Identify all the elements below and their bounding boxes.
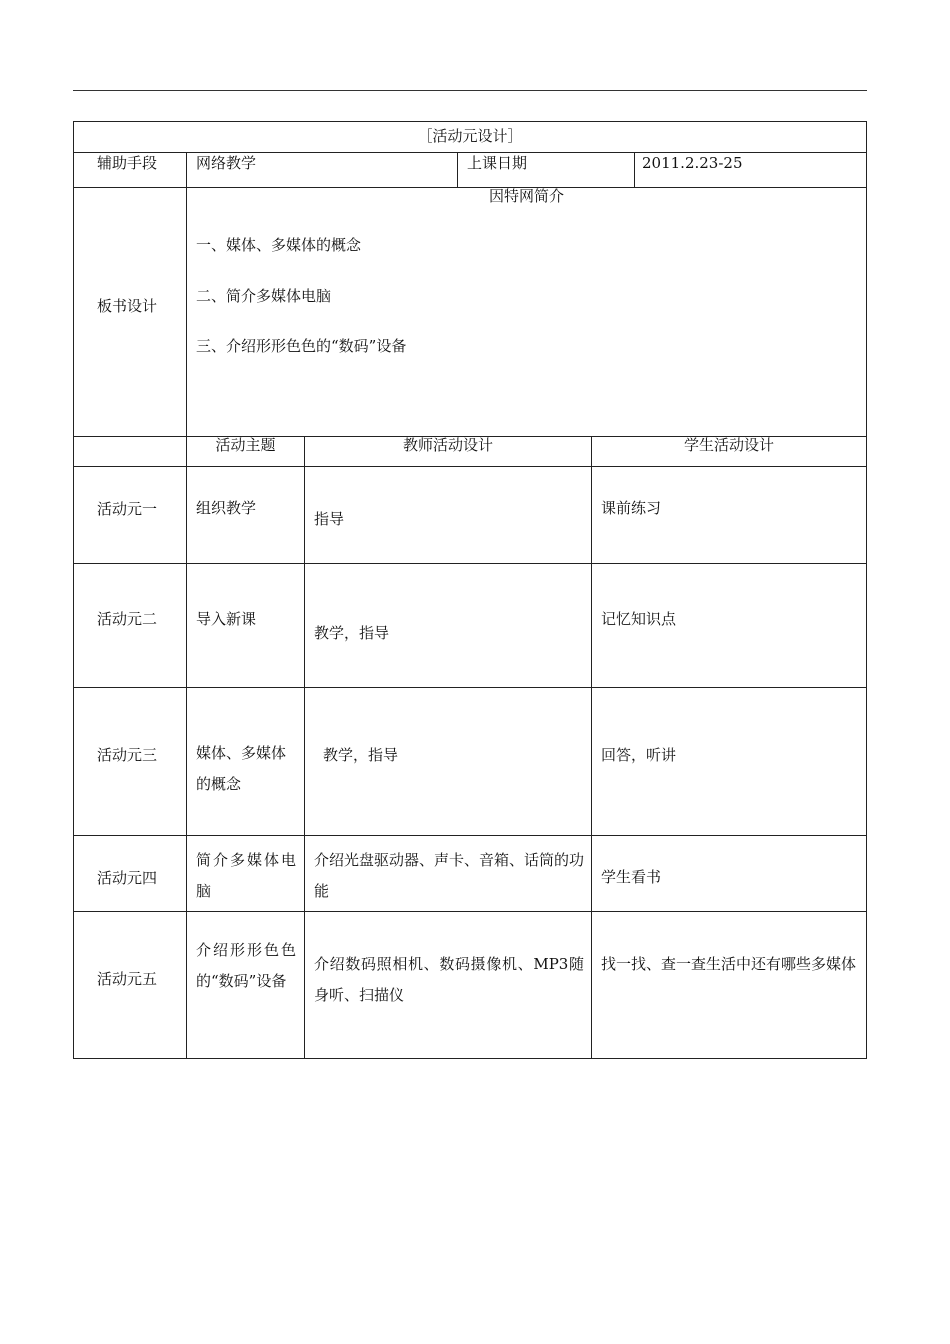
row-unit: 活动元五 xyxy=(97,970,158,988)
row-theme: 组织教学 xyxy=(196,499,257,517)
board-line-1: 一、媒体、多媒体的概念 xyxy=(196,236,362,254)
row-student: 课前练习 xyxy=(601,499,662,517)
board-row xyxy=(73,187,867,436)
row-student: 记忆知识点 xyxy=(601,610,677,628)
activity-design-table xyxy=(73,121,867,1059)
board-label: 板书设计 xyxy=(97,297,158,315)
row-unit: 活动元二 xyxy=(97,610,158,628)
row-teacher: 介绍光盘驱动器、声卡、音箱、话筒的功能 xyxy=(314,851,585,900)
date-label: 上课日期 xyxy=(467,154,528,172)
row-teacher: 教学，指导 xyxy=(323,746,399,764)
row-theme: 导入新课 xyxy=(196,610,257,628)
row-teacher: 指导 xyxy=(314,510,345,528)
row-unit: 活动元三 xyxy=(97,746,158,764)
date-value: 2011.2.23-25 xyxy=(642,154,743,172)
row-unit: 活动元一 xyxy=(97,500,158,518)
row-student: 回答，听讲 xyxy=(601,746,677,764)
row-theme: 媒体、多媒体的概念 xyxy=(196,744,287,793)
table-row xyxy=(73,563,867,687)
col-header-theme: 活动主题 xyxy=(215,436,276,454)
board-line-3: 三、介绍形形色色的“数码”设备 xyxy=(196,337,407,355)
table-title: ［活动元设计］ xyxy=(417,127,523,145)
row-teacher: 介绍数码照相机、数码摄像机、MP3随身听、扫描仪 xyxy=(314,955,584,1004)
row-teacher: 教学，指导 xyxy=(314,624,390,642)
row-student: 找一找、查一查生活中还有哪些多媒体 xyxy=(601,955,857,973)
row-theme: 简介多媒体电脑 xyxy=(196,851,296,900)
row-student: 学生看书 xyxy=(601,868,662,886)
col-header-student: 学生活动设计 xyxy=(683,436,774,454)
table-row xyxy=(73,687,867,835)
page-header-rule xyxy=(73,90,867,91)
col-header-teacher: 教师活动设计 xyxy=(402,436,493,454)
row-unit: 活动元四 xyxy=(97,869,158,887)
row-theme: 介绍形形色色的“数码”设备 xyxy=(196,941,296,990)
aux-value: 网络教学 xyxy=(196,154,257,172)
aux-label: 辅助手段 xyxy=(97,154,158,172)
table-row xyxy=(73,466,867,563)
board-title: 因特网简介 xyxy=(488,187,564,205)
board-line-2: 二、简介多媒体电脑 xyxy=(196,287,332,305)
